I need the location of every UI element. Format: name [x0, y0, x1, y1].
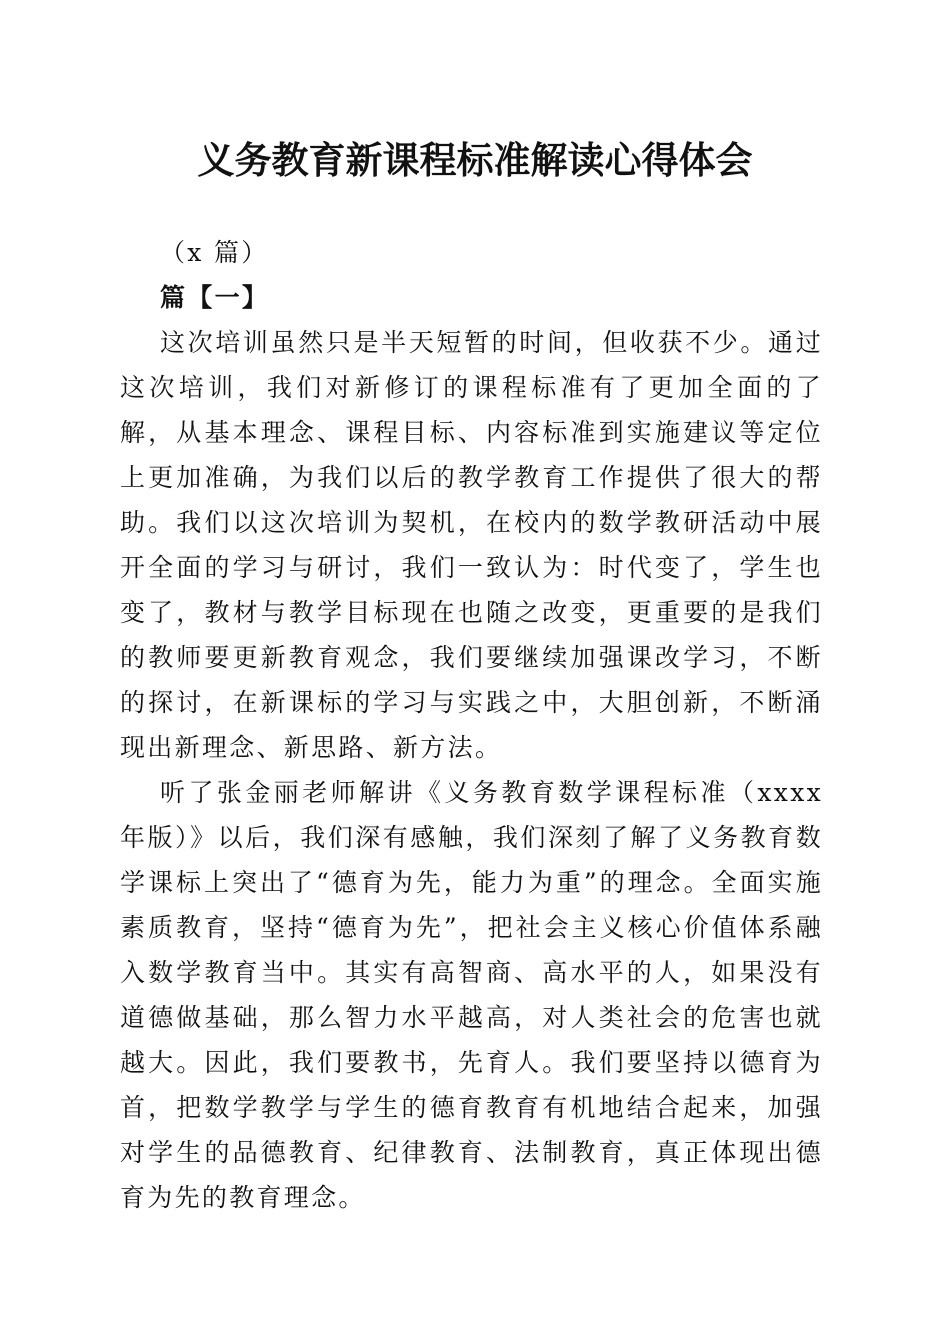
body-paragraph-1: 这次培训虽然只是半天短暂的时间，但收获不少。通过这次培训，我们对新修订的课程标准有了更加全面的了解，从基本理念、课程目标、内容标准到实施建议等定位上更加准确，为我们以后的教学教育工作提供了很大的帮助。我们以这次培训为契机，在校内的数学教研活动中展开全面的学习与研讨，我们一致认为：时代变了，学生也变了，教材与教学目标现在也随之改变，更重要的是我们的教师要更新教育观念，我们要继续加强课改学习，不断的探讨，在新课标的学习与实践之中，大胆创新，不断涌现出新理念、新思路、新方法。 [120, 328, 823, 762]
body-paragraph-2: 听了张金丽老师解讲《义务教育数学课程标准（xxxx 年版）》以后，我们深有感触，我们深刻了解了义务教育数学课标上突出了“德育为先，能力为重”的理念。全面实施素质教育，坚持“德育为先”，把社会主义核心价值体系融入数学教育当中。其实有高智商、高水平的人，如果没有道德做基础，那么智力水平越高，对人类社会的危害也就越大。因此，我们要教书，先育人。我们要坚持以德育为首，把数学教学与学生的德育教育有机地结合起来，加强对学生的品德教育、纪律教育、法制教育，真正体现出德育为先的教育理念。 [120, 778, 823, 1212]
section-heading: 篇【一】 [160, 283, 270, 312]
document-title: 义务教育新课程标准解读心得体会 [197, 138, 753, 182]
article-count-note: （x 篇） [160, 238, 269, 267]
document-body [120, 230, 823, 1220]
